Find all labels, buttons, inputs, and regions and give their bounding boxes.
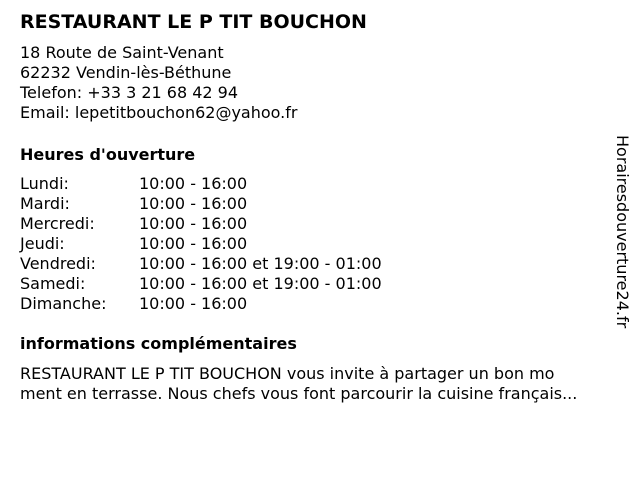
info-line: RESTAURANT LE P TIT BOUCHON vous invite à partager un bon mo <box>20 364 555 383</box>
hours-day: Mardi: <box>20 194 70 213</box>
hours-time: 10:00 - 16:00 <box>139 234 248 253</box>
hours-time: 10:00 - 16:00 <box>139 194 248 213</box>
address-block <box>20 43 297 123</box>
info-heading: informations complémentaires <box>20 334 297 353</box>
address-street: 18 Route de Saint-Venant <box>20 43 224 62</box>
hours-day: Lundi: <box>20 174 69 193</box>
hours-day: Jeudi: <box>20 234 65 253</box>
hours-time: 10:00 - 16:00 <box>139 214 248 233</box>
hours-day: Samedi: <box>20 274 86 293</box>
restaurant-name: RESTAURANT LE P TIT BOUCHON <box>20 11 367 33</box>
address-city: 62232 Vendin-lès-Béthune <box>20 63 232 82</box>
hours-day: Vendredi: <box>20 254 96 273</box>
hours-time: 10:00 - 16:00 <box>139 294 248 313</box>
hours-time: 10:00 - 16:00 <box>139 174 248 193</box>
hours-time: 10:00 - 16:00 et 19:00 - 01:00 <box>139 274 382 293</box>
info-line: ment en terrasse. Nous chefs vous font parcourir la cuisine français... <box>20 384 578 403</box>
hours-heading: Heures d'ouverture <box>20 145 196 164</box>
email-address: Email: lepetitbouchon62@yahoo.fr <box>20 103 298 122</box>
phone-number: Telefon: +33 3 21 68 42 94 <box>20 83 239 102</box>
hours-day: Mercredi: <box>20 214 95 233</box>
hours-time: 10:00 - 16:00 et 19:00 - 01:00 <box>139 254 382 273</box>
hours-day: Dimanche: <box>20 294 107 313</box>
info-description <box>20 364 630 404</box>
brand-watermark: Horairesdouverture24.fr <box>613 135 632 329</box>
